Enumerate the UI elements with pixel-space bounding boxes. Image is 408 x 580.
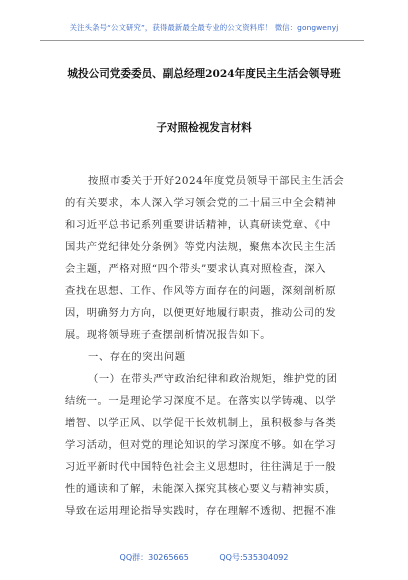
body-line: 国共产党纪律处分条例》等党内法规，聚焦本次民主生活	[65, 241, 337, 253]
body-line: 展。现将领导班子查摆剖析情况报告如下。	[65, 329, 272, 341]
body-line: 导致在运用理论指导实践时，存在理解不透彻、把握不准	[65, 505, 337, 517]
qq-number: QQ号:535304092	[219, 553, 289, 562]
body-line: 的有关要求，本人深入学习领会党的二十届三中全会精神	[65, 197, 337, 209]
body-line: 结统一。一是理论学习深度不足。在落实以学铸魂、以学	[65, 395, 337, 407]
body-line: （一）在带头严守政治纪律和政治规矩，维护党的团	[88, 373, 338, 385]
section-heading: 一、存在的突出问题	[88, 351, 186, 363]
body-line: 学习活动，但对党的理论知识的学习深度不够。如在学习	[65, 439, 337, 451]
document-title-line-1: 城投公司党委委员、副总经理2024年度民主生活会领导班	[67, 68, 341, 80]
qq-group: QQ群：30265665	[119, 553, 189, 562]
body-line: 因，明确努力方向，以便更好地履行职责，推动公司的发	[65, 307, 337, 319]
body-line: 按照市委关于开好2024年度党员领导干部民主生活会	[88, 175, 345, 187]
body-line: 和习近平总书记系列重要讲话精神，认真研读党章、《中	[65, 219, 332, 231]
promo-header: 关注头条号“公文研究”，获得最新最全最专业的公文资料库！ 微信：gongwenyj	[69, 23, 339, 32]
body-line: 查找在思想、工作、作风等方面存在的问题，深刻剖析原	[65, 285, 337, 297]
body-line: 习近平新时代中国特色社会主义思想时，往往满足于一般	[65, 461, 337, 473]
document-title-line-2: 子对照检视发言材料	[156, 122, 252, 134]
body-line: 性的通读和了解，未能深入探究其核心要义与精神实质，	[65, 483, 337, 495]
body-line: 会主题，严格对照“四个带头”要求认真对照检查，深入	[65, 263, 327, 275]
header-divider	[40, 40, 364, 41]
contact-footer	[0, 552, 408, 563]
body-line: 增智、以学正风、以学促干长效机制上，虽积极参与各类	[65, 417, 337, 429]
